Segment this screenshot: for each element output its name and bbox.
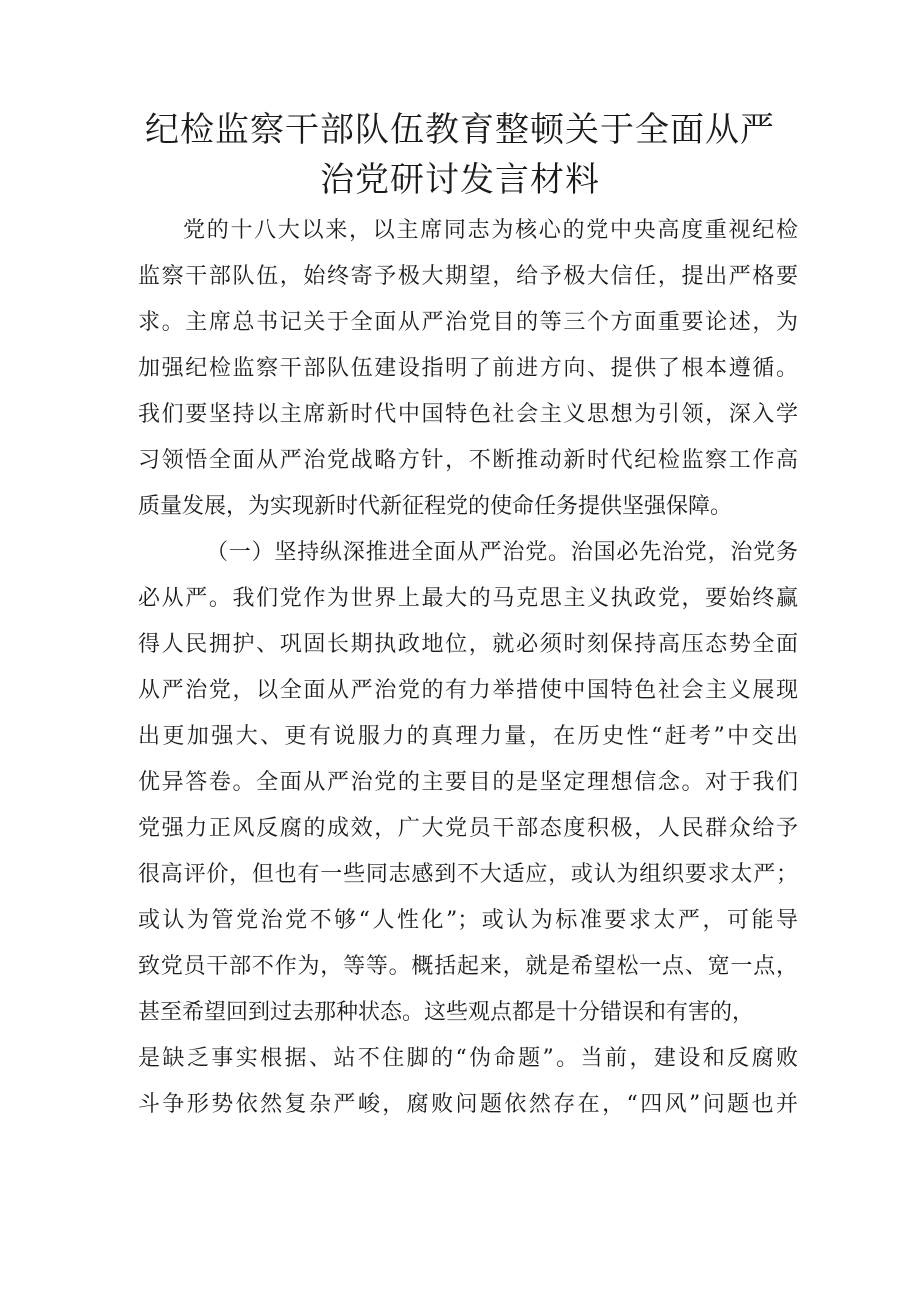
paragraph-2-line-5: 出更加强大、更有说服力的真理力量，在历史性“赶考”中交出 [138,724,798,749]
paragraph-2-line-13: 斗争形势依然复杂严峻，腐败问题依然存在，“四风”问题也并 [138,1092,798,1117]
document-title-line-1: 纪检监察干部队伍教育整顿关于全面从严 [145,110,775,150]
document-title-line-2: 治党研讨发言材料 [320,160,600,200]
paragraph-2-line-10: 致党员干部不作为，等等。概括起来，就是希望松一点、宽一点， [138,954,798,979]
paragraph-2-line-9: 或认为管党治党不够“人性化”；或认为标准要求太严，可能导 [138,908,798,933]
paragraph-1-line-4: 加强纪检监察干部队伍建设指明了前进方向、提供了根本遵循。 [138,356,798,381]
paragraph-1-line-7: 质量发展，为实现新时代新征程党的使命任务提供坚强保障。 [138,494,733,519]
paragraph-2-line-3: 得人民拥护、巩固长期执政地位，就必须时刻保持高压态势全面 [138,632,798,657]
paragraph-2-line-12: 是缺乏事实根据、站不住脚的“伪命题”。当前，建设和反腐败 [138,1046,798,1071]
paragraph-1-line-3: 求。主席总书记关于全面从严治党目的等三个方面重要论述，为 [138,310,798,335]
paragraph-1-line-2: 监察干部队伍，始终寄予极大期望，给予极大信任，提出严格要 [138,264,798,289]
paragraph-1-line-1: 党的十八大以来，以主席同志为核心的党中央高度重视纪检 [183,218,798,243]
paragraph-2-line-2: 必从严。我们党作为世界上最大的马克思主义执政党，要始终赢 [138,586,798,611]
paragraph-2-line-1: （一）坚持纵深推进全面从严治党。治国必先治党，治党务 [206,540,798,565]
paragraph-2-line-6: 优异答卷。全面从严治党的主要目的是坚定理想信念。对于我们 [138,770,798,795]
paragraph-1-line-6: 习领悟全面从严治党战略方针，不断推动新时代纪检监察工作高 [138,448,798,473]
paragraph-2-line-8: 很高评价，但也有一些同志感到不大适应，或认为组织要求太严； [138,862,798,887]
paragraph-2-line-7: 党强力正风反腐的成效，广大党员干部态度积极，人民群众给予 [138,816,798,841]
paragraph-1-line-5: 我们要坚持以主席新时代中国特色社会主义思想为引领，深入学 [138,402,798,427]
paragraph-2-line-11: 甚至希望回到过去那种状态。这些观点都是十分错误和有害的， [138,1000,755,1025]
paragraph-2-line-4: 从严治党，以全面从严治党的有力举措使中国特色社会主义展现 [138,678,798,703]
